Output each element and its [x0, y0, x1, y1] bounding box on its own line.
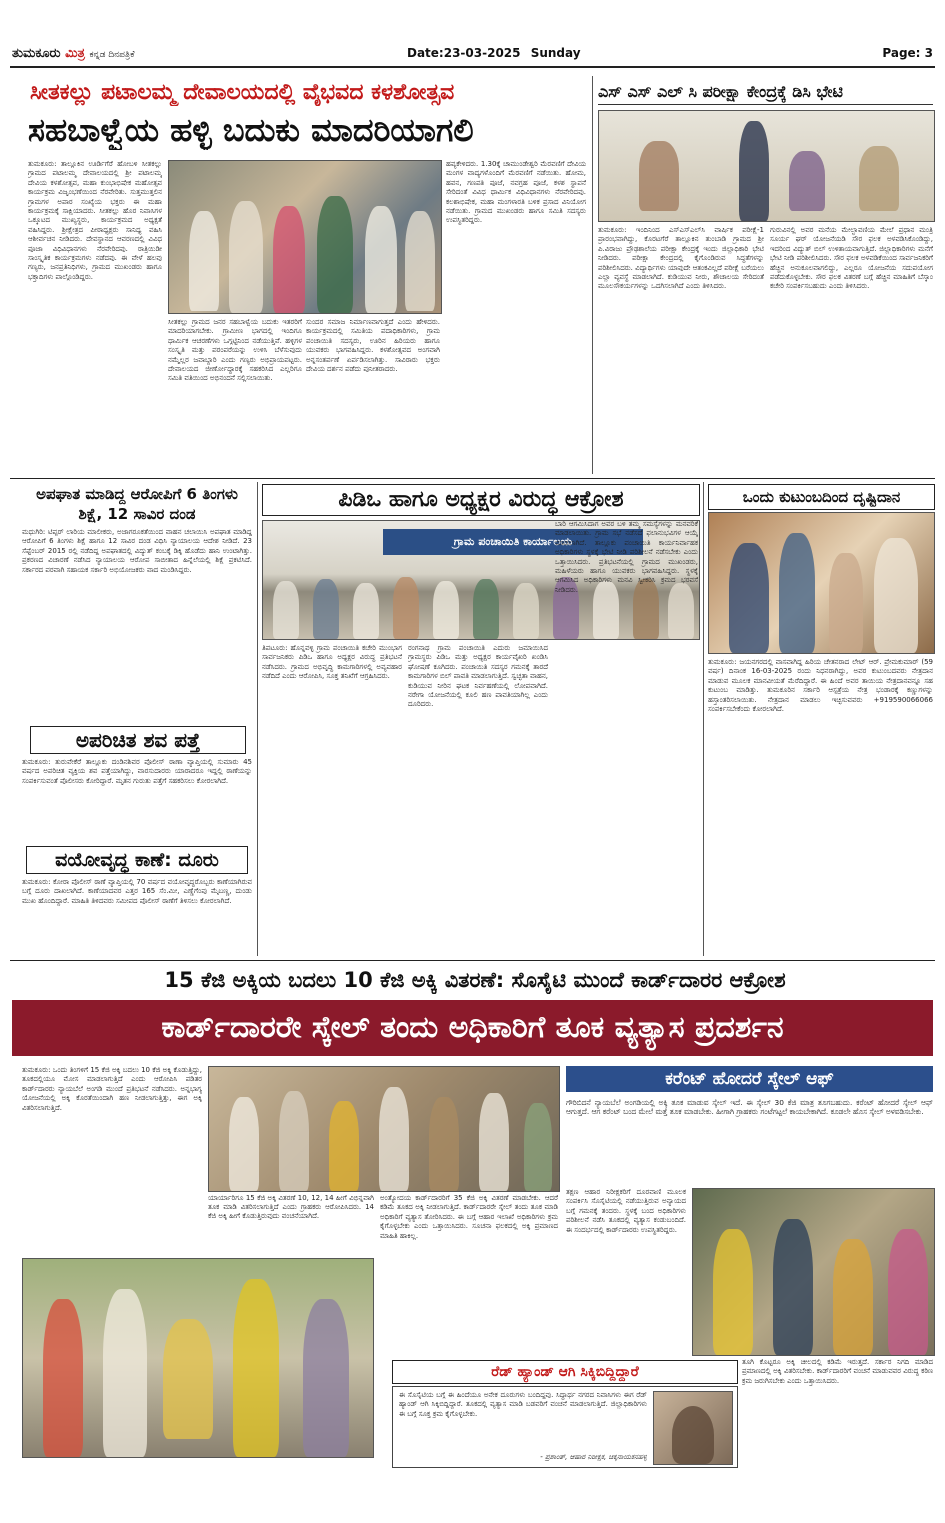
brand-name-a: ತುಮಕೂರು	[12, 46, 61, 61]
story10-byline: - ಪ್ರಶಾಂತ್, ಆಹಾರ ನಿರೀಕ್ಷಕ, ಚಿಕ್ಕನಾಯಕನಹಳ್ಳಿ	[540, 1453, 647, 1461]
brand	[12, 46, 135, 61]
story9-body: ಗೌರಿಬಿದನೆ ನ್ಯಾಯಬೆಲೆ ಅಂಗಡಿಯಲ್ಲಿ ಅಕ್ಕಿ ತೂಕ ಮಾಡುವ ಸ್ಕೇಲ್ ಇದೆ. ಈ ಸ್ಕೇಲ್ 30 ಕೆಜಿ ಮಾತ್ರ ತೂಗಬಹುದು. ಕರೆಂಟ್ ಹೋದರೆ ಸ್ಕೇಲ್ ಆಫ್ ಆಗುತ್ತದೆ. ಆಗ ಕರೆಂಟ್ ಬಂದ ಮೇಲೆ ಮತ್ತೆ ತೂಕ ಮಾಡಬೇಕು. ಹೀಗಾಗಿ ಗ್ರಾಹಕರು ಗಂಟೆಗಟ್ಟಲೆ ಕಾಯಬೇಕಾಗಿದೆ. ಕೂಡಲೇ ಹೊಸ ಸ್ಕೇಲ್ ಅಳವಡಿಸಬೇಕು.	[566, 1098, 933, 1117]
story8-kicker: 15 ಕೆಜಿ ಅಕ್ಕಿಯ ಬದಲು 10 ಕೆಜಿ ಅಕ್ಕಿ ವಿತರಣೆ: ಸೊಸೈಟಿ ಮುಂದೆ ಕಾರ್ಡ್‌ದಾರರ ಆಕ್ರೋಶ	[164, 968, 786, 992]
story1-column-2: ಸೀತಕಲ್ಲು ಗ್ರಾಮದ ಜನರ ಸಹಬಾಳ್ವೆಯ ಬದುಕು ಇತರರಿಗೆ ಮಾದರಿಯಾಗಬೇಕು. ಗ್ರಾಮೀಣ ಭಾಗದಲ್ಲಿ ಇಂದಿಗೂ ಧಾರ್ಮಿಕ ಆಚರಣೆಗಳು ಒಗ್ಗಟ್ಟಿನಿಂದ ನಡೆಯುತ್ತಿವೆ. ಹಳ್ಳಿಗಳ ಸಂಸ್ಕೃತಿ ಮತ್ತು ಪರಂಪರೆಯನ್ನು ಉಳಿಸಿ ಬೆಳೆಸುವುದು ನಮ್ಮೆಲ್ಲರ ಜವಾಬ್ದಾರಿ ಎಂದು ಗಣ್ಯರು ಅಭಿಪ್ರಾಯಪಟ್ಟರು. ದೇವಾಲಯದ ಜೀರ್ಣೋದ್ಧಾರಕ್ಕೆ ಸಹಕರಿಸಿದ ಎಲ್ಲರಿಗೂ ಸಮಿತಿ ವತಿಯಿಂದ ಅಭಿನಂದನೆ ಸಲ್ಲಿಸಲಾಯಿತು.	[168, 318, 302, 383]
story8-banner: ಕಾರ್ಡ್‌ದಾರರೇ ಸ್ಕೇಲ್ ತಂದು ಅಧಿಕಾರಿಗೆ ತೂಕ ವ್ಯತ್ಯಾಸ ಪ್ರದರ್ಶನ	[12, 1000, 933, 1056]
column-divider	[257, 482, 258, 956]
column-divider	[592, 76, 593, 474]
date-text: Date:23-03-2025	[407, 46, 521, 60]
story4-column-3: ಬಾರಿ ಆಗಮಿಸಿದಾಗ ಅವರ ಬಳಿ ತಮ್ಮ ಸಮಸ್ಯೆಗಳನ್ನು ಮನವರಿಕೆ ಮಾಡಲಾಯಿತು. ಗ್ರಾಮ ಸಭೆ ನಡೆಸದೆ ಫಲಾನುಭವಿಗಳ ಆಯ್ಕೆ ಮಾಡಲಾಗಿದೆ. ತಾಲ್ಲೂಕು ಪಂಚಾಯಿತಿ ಕಾರ್ಯನಿರ್ವಾಹಕ ಅಧಿಕಾರಿಗಳು ಸ್ಥಳಕ್ಕೆ ಭೇಟಿ ನೀಡಿ ಪರಿಶೀಲನೆ ನಡೆಸಬೇಕು ಎಂದು ಒತ್ತಾಯಿಸಿದರು. ಪ್ರತಿಭಟನೆಯಲ್ಲಿ ಗ್ರಾಮದ ಮುಖಂಡರು, ಮಹಿಳೆಯರು ಹಾಗೂ ಯುವಕರು ಭಾಗವಹಿಸಿದ್ದರು. ಸ್ಥಳಕ್ಕೆ ಆಗಮಿಸಿದ ಅಧಿಕಾರಿಗಳು ಮನವಿ ಸ್ವೀಕರಿಸಿ ಕ್ರಮದ ಭರವಸೆ ನೀಡಿದರು.	[555, 520, 698, 594]
story5-body: ತುಮಕೂರು: ಜಯನಗರದಲ್ಲಿ ವಾಸವಾಗಿದ್ದ ಹಿರಿಯ ಚೇತನರಾದ ಲೇಟ್ ಆರ್. ಪ್ರೇಮಕುಮಾರ್ (59 ವರ್ಷ) ದಿನಾಂಕ 16-03-2025 ರಂದು ನಿಧನರಾಗಿದ್ದು, ಅವರ ಕುಟುಂಬದವರು ನೇತ್ರದಾನ ಮಾಡುವ ಮೂಲಕ ಮಾನವೀಯತೆ ಮೆರೆದಿದ್ದಾರೆ. ಈ ಹಿಂದೆ ಅವರ ತಾಯಿಯ ನೇತ್ರದಾನವನ್ನೂ ಸಹ ಕುಟುಂಬ ಮಾಡಿತ್ತು. ತುಮಕೂರಿನ ಸರ್ಕಾರಿ ಆಸ್ಪತ್ರೆಯ ನೇತ್ರ ಭಂಡಾರಕ್ಕೆ ಕಣ್ಣುಗಳನ್ನು ಹಸ್ತಾಂತರಿಸಲಾಯಿತು. ನೇತ್ರದಾನ ಮಾಡಲು ಇಚ್ಛಿಸುವವರು +919590066066 ಸಂಪರ್ಕಿಸಬೇಕೆಂದು ಕೋರಲಾಗಿದೆ.	[708, 658, 933, 714]
day-text: Sunday	[530, 46, 581, 60]
story1-column-1: ತುಮಕೂರು: ತಾಲ್ಲೂಕಿನ ಊರ್ಡಿಗೆರೆ ಹೋಬಳಿ ಸೀತಕಲ್ಲು ಗ್ರಾಮದ ಪಟಾಲಮ್ಮ ದೇವಾಲಯದಲ್ಲಿ ಶ್ರೀ ಪಟಾಲಮ್ಮ ದೇವಿಯ ಕಳಶೋತ್ಸವ, ಮಹಾ ಕುಂಭಾಭಿಷೇಕ ಮಹೋತ್ಸವ ಕಾರ್ಯಕ್ರಮ ವಿಜೃಂಭಣೆಯಿಂದ ನೆರವೇರಿತು. ಸುತ್ತಮುತ್ತಲಿನ ಗ್ರಾಮಗಳ ಅಪಾರ ಸಂಖ್ಯೆಯ ಭಕ್ತರು ಈ ಮಹಾ ಕಾರ್ಯಕ್ರಮಕ್ಕೆ ಸಾಕ್ಷಿಯಾದರು. ಸೀತಕಲ್ಲು ಹೊರ ನಿವಾಸಿಗಳ ಒಕ್ಕೂಟದ ಮುಖ್ಯಸ್ಥರು, ಕಾರ್ಯಕ್ರಮದ ಅಧ್ಯಕ್ಷತೆ ವಹಿಸಿದ್ದರು. ಶ್ರೀಕ್ಷೇತ್ರದ ಪೀಠಾಧ್ಯಕ್ಷರು ಸಾನಿಧ್ಯ ವಹಿಸಿ ಆಶೀರ್ವಚನ ನೀಡಿದರು. ದೇವಸ್ಥಾನದ ಆವರಣದಲ್ಲಿ ವಿವಿಧ ಪೂಜಾ ವಿಧಿವಿಧಾನಗಳು ನೆರವೇರಿದವು. ರಾತ್ರಿಯಿಡೀ ಸಾಂಸ್ಕೃತಿಕ ಕಾರ್ಯಕ್ರಮಗಳು ನಡೆದವು. ಈ ವೇಳೆ ಹಲವು ಗಣ್ಯರು, ಜನಪ್ರತಿನಿಧಿಗಳು, ಗ್ರಾಮದ ಮುಖಂಡರು ಹಾಗೂ ಭಕ್ತಾದಿಗಳು ಪಾಲ್ಗೊಂಡಿದ್ದರು.	[28, 160, 162, 281]
story8-column-3: ತಕ್ಷಣ ಆಹಾರ ನಿರೀಕ್ಷಕರಿಗೆ ದೂರವಾಣಿ ಮೂಲಕ ಸಂಪರ್ಕಿಸಿ ಸೊಸೈಟಿಯಲ್ಲಿ ನಡೆಯುತ್ತಿರುವ ಅನ್ಯಾಯದ ಬಗ್ಗೆ ಗಮನಕ್ಕೆ ತಂದರು. ಸ್ಥಳಕ್ಕೆ ಬಂದ ಅಧಿಕಾರಿಗಳು ಪರಿಶೀಲನೆ ನಡೆಸಿ ತೂಕದಲ್ಲಿ ವ್ಯತ್ಯಾಸ ಕಂಡುಬಂದಿದೆ. ಈ ಸಂದರ್ಭದಲ್ಲಿ ಕಾರ್ಡ್‌ದಾರರು ಉಪಸ್ಥಿತರಿದ್ದರು.	[566, 1188, 686, 1234]
story8-column-4: ತೂಗಿ ಕೊಟ್ಟರೂ ಅಕ್ಕಿ ಚೀಲದಲ್ಲಿ ಕಡಿಮೆ ಇರುತ್ತದೆ. ಸರ್ಕಾರ ನಿಗದಿ ಮಾಡಿದ ಪ್ರಮಾಣದಲ್ಲಿ ಅಕ್ಕಿ ವಿತರಿಸಬೇಕು. ಕಾರ್ಡ್‌ದಾರರಿಗೆ ವಂಚನೆ ಮಾಡುವವರ ವಿರುದ್ಧ ಕಠಿಣ ಕ್ರಮ ಜರುಗಿಸಬೇಕು ಎಂದು ಒತ್ತಾಯಿಸಿದರು.	[742, 1358, 933, 1385]
story6-headline: ಅಪರಿಚಿತ ಶವ ಪತ್ತೆ	[30, 726, 246, 754]
story2-headline: ಎಸ್ ಎಸ್ ಎಲ್ ಸಿ ಪರೀಕ್ಷಾ ಕೇಂದ್ರಕ್ಕೆ ಡಿಸಿ ಭೇಟಿ	[598, 80, 933, 105]
story6-body: ತುಮಕೂರು: ತುರುವೇಕೆರೆ ತಾಲ್ಲೂಕು ದಂಡಿನಶಿವರ ಪೊಲೀಸ್ ಠಾಣಾ ವ್ಯಾಪ್ತಿಯಲ್ಲಿ ಸುಮಾರು 45 ವರ್ಷದ ಅಪರಿಚಿತ ವ್ಯಕ್ತಿಯ ಶವ ಪತ್ತೆಯಾಗಿದ್ದು, ವಾರಸುದಾರರು ಯಾರಾದರೂ ಇದ್ದಲ್ಲಿ ಠಾಣೆಯನ್ನು ಸಂಪರ್ಕಿಸುವಂತೆ ಪೊಲೀಸರು ಕೋರಿದ್ದಾರೆ. ಮೃತನ ಗುರುತು ಪತ್ತೆಗೆ ಸಹಕರಿಸಲು ಕೋರಲಾಗಿದೆ.	[22, 758, 252, 785]
story5-photo	[708, 512, 935, 654]
story10-body: ಈ ಸೊಸೈಟಿಯ ಬಗ್ಗೆ ಈ ಹಿಂದೆಯೂ ಅನೇಕ ದೂರುಗಳು ಬಂದಿದ್ದವು. ಸಿದ್ಧಾರ್ಥ ನಗರದ ನಿವಾಸಿಗಳು ಈಗ ರೆಡ್ ಹ್ಯಾಂಡ್ ಆಗಿ ಸಿಕ್ಕಿಬಿದ್ದಿದ್ದಾರೆ. ತೂಕದಲ್ಲಿ ವ್ಯತ್ಯಾಸ ಮಾಡಿ ಬಡವರಿಗೆ ವಂಚನೆ ಮಾಡಲಾಗುತ್ತಿದೆ. ಜಿಲ್ಲಾಧಿಕಾರಿಗಳು ಈ ಬಗ್ಗೆ ಸೂಕ್ತ ಕ್ರಮ ಕೈಗೊಳ್ಳಬೇಕು.	[399, 1391, 647, 1418]
section-rule	[10, 478, 935, 479]
story8-photo-2	[22, 1258, 374, 1458]
story2-column-2: ಗುರುವಿನಲ್ಲಿ ಅವರ ಮನೆಯ ಮೇಲ್ಛಾವಣಿಯ ಮೇಲೆ ಪ್ರಧಾನ ಮಂತ್ರಿ ಸೂರ್ಯ ಘರ್ ಯೋಜನೆಯಡಿ ಸೌರ ಫಲಕ ಅಳವಡಿಸಿಕೊಂಡಿದ್ದು, ಇದರಿಂದ ವಿದ್ಯುತ್ ಬಿಲ್ ಉಳಿತಾಯವಾಗುತ್ತಿದೆ. ಜಿಲ್ಲಾಧಿಕಾರಿಗಳು ಮನೆಗೆ ಭೇಟಿ ನೀಡಿ ಪರಿಶೀಲಿಸಿದರು. ಸೌರ ಫಲಕ ಅಳವಡಿಕೆಯಿಂದ ಸಾರ್ವಜನಿಕರಿಗೆ ಹೆಚ್ಚಿನ ಅನುಕೂಲವಾಗಲಿದ್ದು, ಎಲ್ಲರೂ ಯೋಜನೆಯ ಸದುಪಯೋಗ ಪಡೆದುಕೊಳ್ಳಬೇಕು. ಸೌರ ಫಲಕ ವಿತರಣೆ ಬಗ್ಗೆ ಹೆಚ್ಚಿನ ಮಾಹಿತಿಗೆ ಬೆಸ್ಕಾಂ ಕಚೇರಿ ಸಂಪರ್ಕಿಸಬಹುದು ಎಂದು ತಿಳಿಸಿದರು.	[770, 226, 933, 291]
story10-box	[392, 1386, 738, 1468]
page-number: Page: 3	[882, 46, 933, 60]
story1-column-3: ಸುಂದರ ಸಮಾಜ ನಿರ್ಮಾಣವಾಗುತ್ತದೆ ಎಂದು ಹೇಳಿದರು. ಕಾರ್ಯಕ್ರಮದಲ್ಲಿ ಸಮಿತಿಯ ಪದಾಧಿಕಾರಿಗಳು, ಗ್ರಾಮ ಪಂಚಾಯಿತಿ ಸದಸ್ಯರು, ಊರಿನ ಹಿರಿಯರು ಹಾಗೂ ಯುವಕರು ಭಾಗವಹಿಸಿದ್ದರು. ಕಳಶೋತ್ಸವದ ಅಂಗವಾಗಿ ಅನ್ನಸಂತರ್ಪಣೆ ಏರ್ಪಡಿಸಲಾಗಿತ್ತು. ಸಾವಿರಾರು ಭಕ್ತರು ದೇವಿಯ ದರ್ಶನ ಪಡೆದು ಪುನೀತರಾದರು.	[306, 318, 440, 374]
story8-photo-1	[208, 1066, 560, 1192]
story8-caption: ಯಾರ್ಯಾರಿಗೂ 15 ಕೆಜಿ ಅಕ್ಕಿ ವಿತರಣೆ 10, 12, 14 ಹೀಗೆ ವಿಭಿನ್ನವಾಗಿ ತೂಕ ಮಾಡಿ ವಿತರಿಸಲಾಗುತ್ತಿದೆ ಎಂದು ಗ್ರಾಹಕರು ಆರೋಪಿಸಿದರು. 14 ಕೆಜಿ ಅಕ್ಕಿ ಹೀಗೆ ಕೊಡುತ್ತಿರುವುದು ವಂಚನೆಯಾಗಿದೆ.	[208, 1194, 374, 1220]
story1-column-4: ಹವ್ಯಕೇಳಿದರು. 1.30ಕ್ಕೆ ಚಾಮುಂಡೇಶ್ವರಿ ಮೆರವಣಿಗೆ ದೇವಿಯ ಮಂಗಳ ವಾದ್ಯಗಳೊಂದಿಗೆ ಮೆರವಣಿಗೆ ನಡೆಯಿತು. ಹೋಮ, ಹವನ, ಗಣಪತಿ ಪೂಜೆ, ನವಗ್ರಹ ಪೂಜೆ, ಕಳಶ ಸ್ಥಾಪನೆ ಸೇರಿದಂತೆ ವಿವಿಧ ಧಾರ್ಮಿಕ ವಿಧಿವಿಧಾನಗಳು ನೆರವೇರಿದವು. ಕಲಶಾಭಿಷೇಕ, ಮಹಾ ಮಂಗಳಾರತಿ ಬಳಿಕ ಪ್ರಸಾದ ವಿನಿಯೋಗ ನಡೆಯಿತು. ಗ್ರಾಮದ ಮುಖಂಡರು ಹಾಗೂ ಸಮಿತಿ ಸದಸ್ಯರು ಉಪಸ್ಥಿತರಿದ್ದರು.	[446, 160, 586, 225]
story8-photo-3	[692, 1188, 935, 1356]
column-divider	[703, 482, 704, 956]
masthead-rule	[10, 66, 935, 68]
story9-headline: ಕರೆಂಟ್ ಹೋದರೆ ಸ್ಕೇಲ್ ಆಫ್	[566, 1066, 933, 1092]
story1-photo	[168, 160, 442, 314]
masthead	[12, 46, 933, 64]
story4-column-2: ರಂಗನಾಥ ಗ್ರಾಮ ಪಂಚಾಯಿತಿ ಎದುರು ಜಮಾಯಿಸಿದ ಗ್ರಾಮಸ್ಥರು ಪಿಡಿಒ ಮತ್ತು ಅಧ್ಯಕ್ಷರ ಕಾರ್ಯವೈಖರಿ ಖಂಡಿಸಿ ಘೋಷಣೆ ಕೂಗಿದರು. ಪಂಚಾಯಿತಿ ಸದಸ್ಯರ ಗಮನಕ್ಕೆ ತಾರದೆ ಕಾಮಗಾರಿಗಳ ಬಿಲ್ ಪಾವತಿ ಮಾಡಲಾಗುತ್ತಿದೆ. ಸ್ವಚ್ಛತಾ ವಾಹನ, ಕುಡಿಯುವ ನೀರಿನ ಘಟಕ ನಿರ್ವಹಣೆಯಲ್ಲಿ ಲೋಪವಾಗಿದೆ. ನರೇಗಾ ಯೋಜನೆಯಲ್ಲಿ ಕೂಲಿ ಹಣ ಪಾವತಿಯಾಗಿಲ್ಲ ಎಂದು ದೂರಿದರು.	[408, 644, 548, 709]
story7-body: ತುಮಕೂರು: ಕೋರಾ ಪೊಲೀಸ್ ಠಾಣೆ ವ್ಯಾಪ್ತಿಯಲ್ಲಿ 70 ವರ್ಷದ ವಯೋವೃದ್ಧರೊಬ್ಬರು ಕಾಣೆಯಾಗಿರುವ ಬಗ್ಗೆ ದೂರು ದಾಖಲಾಗಿದೆ. ಕಾಣೆಯಾದವರ ಎತ್ತರ 165 ಸೆಂ.ಮೀ, ಎಣ್ಣೆಗೆಂಪು ಮೈಬಣ್ಣ, ದುಂಡು ಮುಖ ಹೊಂದಿದ್ದಾರೆ. ಮಾಹಿತಿ ತಿಳಿದವರು ಸಮೀಪದ ಪೊಲೀಸ್ ಠಾಣೆಗೆ ತಿಳಿಸಲು ಕೋರಲಾಗಿದೆ.	[22, 878, 252, 905]
brand-tagline: ಕನ್ನಡ ದಿನಪತ್ರಿಕೆ	[89, 50, 135, 60]
story8-column-1: ತುಮಕೂರು: ಒಂದು ತಿಂಗಳಿಗೆ 15 ಕೆಜಿ ಅಕ್ಕಿ ಬದಲು 10 ಕೆಜಿ ಅಕ್ಕಿ ಕೊಡುತ್ತಿದ್ದು, ತೂಕದಲ್ಲಿಯೂ ಮೋಸ ಮಾಡಲಾಗುತ್ತಿದೆ ಎಂದು ಆರೋಪಿಸಿ ಪಡಿತರ ಕಾರ್ಡ್‌ದಾರರು ನ್ಯಾಯಬೆಲೆ ಅಂಗಡಿ ಮುಂದೆ ಪ್ರತಿಭಟನೆ ನಡೆಸಿದರು. ಅನ್ನಭಾಗ್ಯ ಯೋಜನೆಯಲ್ಲಿ ಅಕ್ಕಿ ಕೊರತೆಯಿಂದಾಗಿ ಹಣ ನೀಡಲಾಗುತ್ತಿತ್ತು, ಈಗ ಅಕ್ಕಿ ವಿತರಿಸಲಾಗುತ್ತಿದೆ.	[22, 1066, 202, 1112]
section-rule	[10, 960, 935, 961]
story10-portrait	[653, 1391, 733, 1465]
story3-body: ಮಧುಗಿರಿ: ಟಿಪ್ಪರ್ ಲಾರಿಯ ಮಾಲೀಕರು, ಅಜಾಗರೂಕತೆಯಿಂದ ವಾಹನ ಚಲಾಯಿಸಿ ಅಪಘಾತ ಮಾಡಿದ್ದ ಆರೋಪಿಗೆ 6 ತಿಂಗಳು ಶಿಕ್ಷೆ ಹಾಗೂ 12 ಸಾವಿರ ದಂಡ ವಿಧಿಸಿ ನ್ಯಾಯಾಲಯ ಆದೇಶ ನೀಡಿದೆ. 23 ಸೆಪ್ಟೆಂಬರ್ 2015 ರಲ್ಲಿ ನಡೆದಿದ್ದ ಅಪಘಾತದಲ್ಲಿ ವಿದ್ಯುತ್ ಕಂಬಕ್ಕೆ ಡಿಕ್ಕಿ ಹೊಡೆದು ಹಾನಿ ಉಂಟಾಗಿತ್ತು. ಪ್ರಕರಣದ ವಿಚಾರಣೆ ನಡೆಸಿದ ನ್ಯಾಯಾಲಯ ಆರೋಪ ಸಾಬೀತಾದ ಹಿನ್ನೆಲೆಯಲ್ಲಿ ಶಿಕ್ಷೆ ಪ್ರಕಟಿಸಿದೆ. ಸರ್ಕಾರದ ಪರವಾಗಿ ಸಹಾಯಕ ಸರ್ಕಾರಿ ಅಭಿಯೋಜಕರು ವಾದ ಮಂಡಿಸಿದ್ದರು.	[22, 528, 252, 574]
story7-headline: ವಯೋವೃದ್ಧ ಕಾಣೆ: ದೂರು	[26, 846, 248, 874]
story10-headline: ರೆಡ್ ಹ್ಯಾಂಡ್ ಆಗಿ ಸಿಕ್ಕಿಬಿದ್ದಿದ್ದಾರೆ	[392, 1360, 738, 1384]
issue-date	[407, 46, 581, 60]
brand-name-b: ಮಿತ್ರ	[65, 46, 85, 61]
story3-headline: ಅಪಘಾತ ಮಾಡಿದ್ದ ಆರೋಪಿಗೆ 6 ತಿಂಗಳು ಶಿಕ್ಷೆ, 12 ಸಾವಿರ ದಂಡ	[36, 485, 238, 523]
story5-headline: ಒಂದು ಕುಟುಂಬದಿಂದ ದೃಷ್ಟಿದಾನ	[708, 484, 935, 510]
story1-headline: ಸಹಬಾಳ್ವೆಯ ಹಳ್ಳಿ ಬದುಕು ಮಾದರಿಯಾಗಲಿ	[28, 111, 474, 149]
story2-photo	[598, 110, 935, 222]
story1-kicker: ಸೀತಕಲ್ಲು ಪಟಾಲಮ್ಮ ದೇವಾಲಯದಲ್ಲಿ ವೈಭವದ ಕಳಶೋತ್ಸವ	[30, 80, 455, 105]
office-signboard: ಗ್ರಾಮ ಪಂಚಾಯಿತಿ ಕಾರ್ಯಾಲಯ	[383, 529, 643, 555]
story4-caption: ತಿಪಟೂರು: ಹೊನ್ನವಳ್ಳಿ ಗ್ರಾಮ ಪಂಚಾಯಿತಿ ಕಚೇರಿ ಮುಂಭಾಗ ಸಾರ್ವಜನಿಕರು ಪಿಡಿಒ ಹಾಗೂ ಅಧ್ಯಕ್ಷರ ವಿರುದ್ಧ ಪ್ರತಿಭಟನೆ ನಡೆಸಿದರು. ಗ್ರಾಮದ ಅಭಿವೃದ್ಧಿ ಕಾಮಗಾರಿಗಳಲ್ಲಿ ಅವ್ಯವಹಾರ ನಡೆದಿದೆ ಎಂದು ಆರೋಪಿಸಿ, ಸೂಕ್ತ ತನಿಖೆಗೆ ಆಗ್ರಹಿಸಿದರು.	[262, 644, 402, 681]
story4-headline: ಪಿಡಿಒ ಹಾಗೂ ಅಧ್ಯಕ್ಷರ ವಿರುದ್ಧ ಆಕ್ರೋಶ	[262, 484, 700, 516]
story8-column-2: ಅಂತ್ಯೋದಯ ಕಾರ್ಡ್‌ದಾರರಿಗೆ 35 ಕೆಜಿ ಅಕ್ಕಿ ವಿತರಣೆ ಮಾಡಬೇಕು. ಆದರೆ ಕಡಿಮೆ ತೂಕದ ಅಕ್ಕಿ ನೀಡಲಾಗುತ್ತಿದೆ. ಕಾರ್ಡ್‌ದಾರರೇ ಸ್ಕೇಲ್ ತಂದು ತೂಕ ಮಾಡಿ ಅಧಿಕಾರಿಗೆ ವ್ಯತ್ಯಾಸ ತೋರಿಸಿದರು. ಈ ಬಗ್ಗೆ ಆಹಾರ ಇಲಾಖೆ ಅಧಿಕಾರಿಗಳು ಕ್ರಮ ಕೈಗೊಳ್ಳಬೇಕು ಎಂದು ಒತ್ತಾಯಿಸಿದರು. ಸೂಚನಾ ಫಲಕದಲ್ಲಿ ಅಕ್ಕಿ ಪ್ರಮಾಣದ ಮಾಹಿತಿ ಹಾಕಿಲ್ಲ.	[380, 1194, 558, 1240]
story2-column-1: ತುಮಕೂರು: ಇಂದಿನಿಂದ ಎಸ್‌ಎಸ್‌ಎಲ್‌ಸಿ ವಾರ್ಷಿಕ ಪರೀಕ್ಷೆ-1 ಪ್ರಾರಂಭವಾಗಿದ್ದು, ಕೊರಟಗೆರೆ ತಾಲ್ಲೂಕಿನ ತುಂಬಾಡಿ ಗ್ರಾಮದ ಶ್ರೀ ಪಿ.ವಿರಾಜು ಪ್ರೌಢಶಾಲೆಯ ಪರೀಕ್ಷಾ ಕೇಂದ್ರಕ್ಕೆ ಇಂದು ಜಿಲ್ಲಾಧಿಕಾರಿ ಭೇಟಿ ನೀಡಿದರು. ಪರೀಕ್ಷಾ ಕೇಂದ್ರದಲ್ಲಿ ಕೈಗೊಂಡಿರುವ ಸಿದ್ಧತೆಗಳನ್ನು ಪರಿಶೀಲಿಸಿದರು. ವಿದ್ಯಾರ್ಥಿಗಳು ಯಾವುದೇ ಆತಂಕವಿಲ್ಲದೆ ಪರೀಕ್ಷೆ ಬರೆಯಲು ಎಲ್ಲಾ ವ್ಯವಸ್ಥೆ ಮಾಡಲಾಗಿದೆ. ಕುಡಿಯುವ ನೀರು, ಶೌಚಾಲಯ ಸೇರಿದಂತೆ ಮೂಲಸೌಕರ್ಯಗಳನ್ನು ಒದಗಿಸಲಾಗಿದೆ ಎಂದು ತಿಳಿಸಿದರು.	[598, 226, 764, 291]
